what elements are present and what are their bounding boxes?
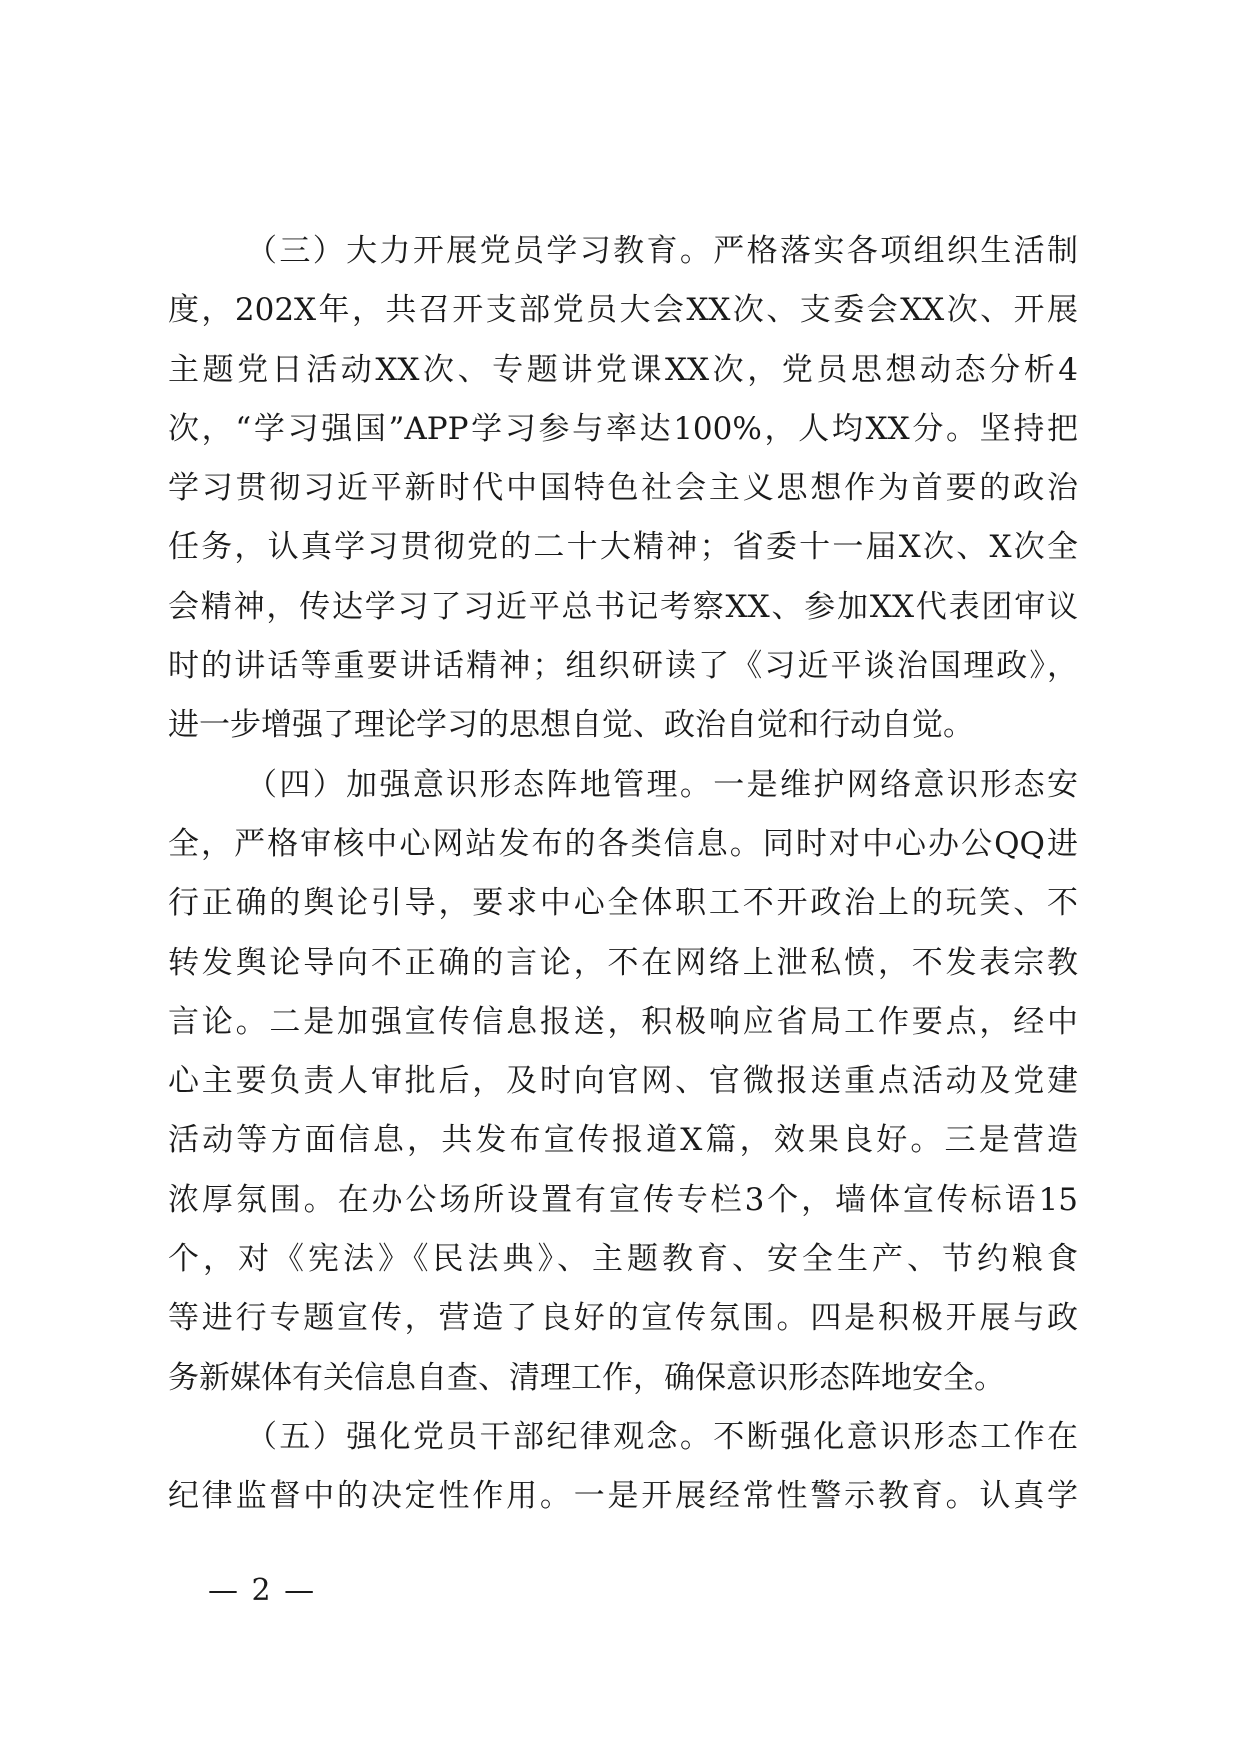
text-line: 个，对《宪法》《民法典》、主题教育、安全生产、节约粮食 — [168, 1241, 1078, 1278]
text-line: 行正确的舆论引导，要求中心全体职工不开政治上的玩笑、不 — [168, 885, 1078, 922]
text-line: 心主要负责人审批后，及时向官网、官微报送重点活动及党建 — [168, 1063, 1078, 1100]
text-line: （三）大力开展党员学习教育。严格落实各项组织生活制 — [246, 233, 1078, 269]
text-line: 度，202X年，共召开支部党员大会XX次、支委会XX次、开展 — [168, 292, 1078, 329]
text-line: 时的讲话等重要讲话精神；组织研读了《习近平谈治国理政》， — [168, 648, 1078, 685]
body-text — [168, 222, 1078, 1527]
text-line: 全，严格审核中心网站发布的各类信息。同时对中心办公QQ进 — [168, 825, 1078, 862]
text-line: 学习贯彻习近平新时代中国特色社会主义思想作为首要的政治 — [168, 470, 1078, 507]
text-line: 纪律监督中的决定性作用。一是开展经常性警示教育。认真学 — [168, 1478, 1078, 1515]
paragraph-3 — [168, 222, 1078, 756]
page-number: — 2 — — [208, 1573, 317, 1608]
text-line: 会精神，传达学习了习近平总书记考察XX、参加XX代表团审议 — [168, 588, 1078, 625]
paragraph-5 — [168, 1408, 1078, 1527]
text-line: 活动等方面信息，共发布宣传报道X篇，效果良好。三是营造 — [168, 1122, 1078, 1159]
text-line: 转发舆论导向不正确的言论，不在网络上泄私愤，不发表宗教 — [168, 944, 1078, 981]
text-line: 务新媒体有关信息自查、清理工作，确保意识形态阵地安全。 — [168, 1359, 1005, 1396]
text-line: 等进行专题宣传，营造了良好的宣传氛围。四是积极开展与政 — [168, 1300, 1078, 1337]
text-line: 进一步增强了理论学习的思想自觉、政治自觉和行动自觉。 — [168, 707, 974, 744]
text-line: 言论。二是加强宣传信息报送，积极响应省局工作要点，经中 — [168, 1003, 1078, 1040]
text-line: 次，“学习强国”APP学习参与率达100%，人均XX分。坚持把 — [168, 410, 1078, 447]
text-line: （四）加强意识形态阵地管理。一是维护网络意识形态安 — [246, 766, 1078, 803]
paragraph-4 — [168, 756, 1078, 1408]
text-line: 主题党日活动XX次、专题讲党课XX次，党员思想动态分析4 — [168, 351, 1078, 388]
text-line: 任务，认真学习贯彻党的二十大精神；省委十一届X次、X次全 — [168, 529, 1078, 566]
text-line: （五）强化党员干部纪律观念。不断强化意识形态工作在 — [246, 1418, 1078, 1455]
text-line: 浓厚氛围。在办公场所设置有宣传专栏3个，墙体宣传标语15 — [168, 1181, 1078, 1218]
